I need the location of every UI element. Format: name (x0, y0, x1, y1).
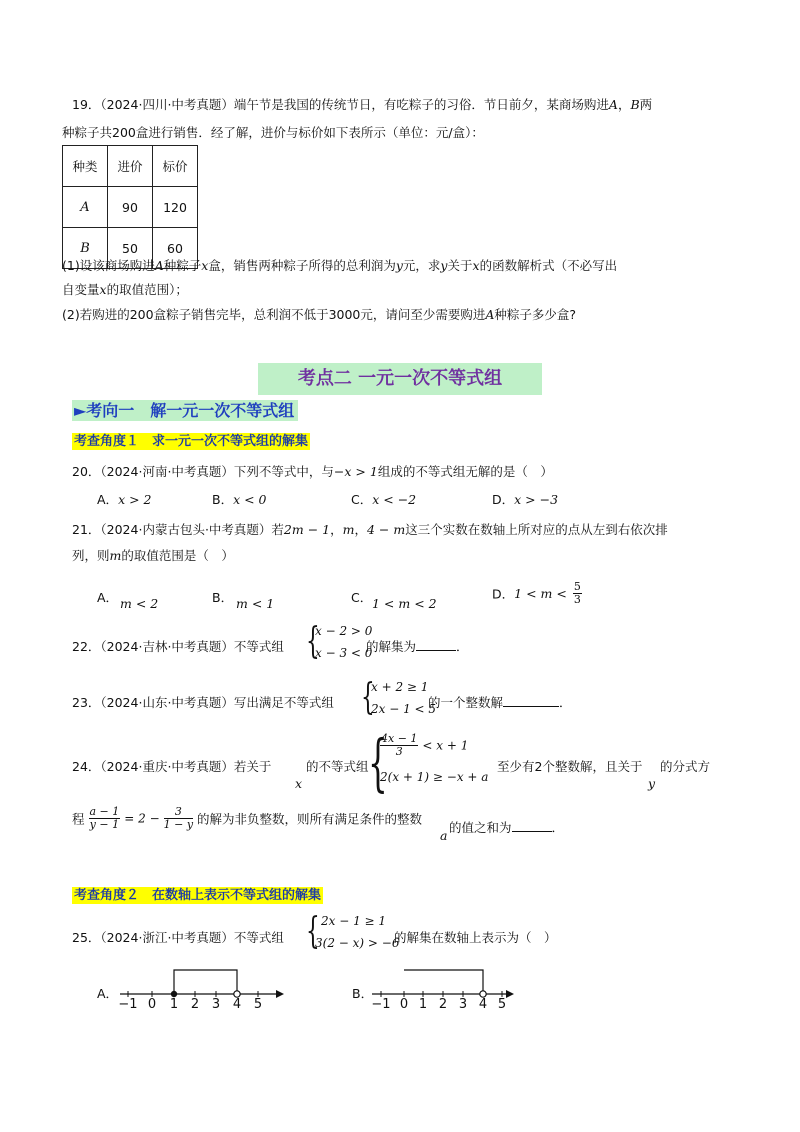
q22-stem-b: 的解集为 ． (366, 639, 469, 654)
q20-option-a[interactable]: A．x > 2 (97, 492, 152, 507)
q21-option-c[interactable]: C． (351, 590, 373, 605)
q21-option-a-expr: m < 2 (120, 596, 159, 611)
q23-brace: { (361, 677, 375, 718)
q25-option-a[interactable]: A． (97, 986, 119, 1001)
tick-label: 2 (190, 997, 200, 1008)
q24-stem-c: 至少有2个整数解，且关于 (497, 759, 643, 774)
number-line-b (368, 960, 518, 1008)
q22-answer-blank[interactable] (416, 638, 456, 651)
q20-option-c[interactable]: C．x < −2 (351, 492, 417, 507)
q21-stem-line2: 列，则m的取值范围是（ ） (72, 548, 234, 563)
tick-label: 0 (147, 997, 157, 1008)
tick-label: 5 (497, 997, 507, 1008)
q20-option-b[interactable]: B．x < 0 (212, 492, 267, 507)
q24-sys-1: $\frac{4x - 1}{3}$ < x + 1 (381, 732, 469, 758)
tick-label: 3 (211, 997, 221, 1008)
q25-option-b[interactable]: B． (352, 986, 374, 1001)
tick-label: 1 (169, 997, 179, 1008)
q25-brace: { (306, 911, 320, 952)
table-cell: 50 (108, 228, 153, 269)
q21-stem-line1: 21．（2024·内蒙古包头·中考真题）若2m − 1，m，4 − m这三个实数在数轴上所对应的点从左到右依次排 (72, 522, 668, 537)
tick-label: 3 (458, 997, 468, 1008)
q24-line2: 程 $\frac{a - 1}{y - 1}$ = 2 − $\frac{3}{1 - y}$ 的解为非负整数，则所有满足条件的整数 (72, 805, 423, 831)
solution-bracket (404, 970, 483, 994)
q24-answer-blank[interactable] (512, 819, 552, 832)
q23-sys-2: 2x − 1 < 5 (371, 702, 437, 716)
q23-stem-a: 23．（2024·山东·中考真题）写出满足不等式组 (72, 695, 334, 710)
table-cell: B (63, 228, 108, 269)
q20-stem: 20．（2024·河南·中考真题）下列不等式中，与−x > 1组成的不等式组无解的是（ ） (72, 464, 553, 479)
tick-label: 4 (478, 997, 488, 1008)
q19-line1: 19．（2024·四川·中考真题）端午节是我国的传统节日，有吃粽子的习俗．节日前夕，某商场购进A，B两 (72, 97, 653, 112)
q24-line2-end: 的值之和为 ． (449, 820, 565, 835)
q25-sys-2: 3(2 − x) > −6 (315, 936, 400, 950)
tick-label: −1 (371, 997, 391, 1008)
price-table (62, 145, 198, 269)
table-header: 种类 (63, 146, 108, 187)
q21-option-c-expr: 1 < m < 2 (372, 596, 437, 611)
q24-stem-d: 的分式方 (660, 759, 711, 774)
section-heading: ►考向一 解一元一次不等式组 (72, 400, 298, 421)
q24-var-x: x (295, 776, 303, 791)
q24-stem-a: 24．（2024·重庆·中考真题）若关于 (72, 759, 272, 774)
q21-option-d[interactable]: D．1 < m < $\frac{5}{3}$ (492, 580, 581, 606)
q19-part2: (2)若购进的200盒粽子销售完毕，总利润不低于3000元，请问至少需要购进A种粽子多少盒? (62, 307, 577, 322)
table-row (63, 187, 198, 228)
q24-stem-b: 的不等式组 (306, 759, 369, 774)
q22-stem-a: 22．（2024·吉林·中考真题）不等式组 (72, 639, 284, 654)
q22-sys-1: x − 2 > 0 (315, 624, 373, 638)
q25-sys-1: 2x − 1 ≥ 1 (321, 914, 387, 928)
q21-option-b[interactable]: B． (212, 590, 234, 605)
q23-sys-1: x + 2 ≥ 1 (371, 680, 429, 694)
tick-label: 5 (253, 997, 263, 1008)
q23-answer-blank[interactable] (503, 694, 559, 707)
table-cell: A (63, 187, 108, 228)
q24-brace: { (368, 726, 388, 799)
q25-stem-a: 25．（2024·浙江·中考真题）不等式组 (72, 930, 284, 945)
q22-brace: { (306, 621, 320, 662)
table-cell: 60 (153, 228, 198, 269)
q24-sys-2: 2(x + 1) ≥ −x + a (380, 770, 489, 784)
q19-part1-line2: 自变量x的取值范围）； (62, 282, 188, 297)
table-header: 标价 (153, 146, 198, 187)
tick-label: −1 (118, 997, 138, 1008)
tick-label: 0 (399, 997, 409, 1008)
axis-arrow (276, 990, 284, 998)
table-cell: 90 (108, 187, 153, 228)
q21-option-a[interactable]: A． (97, 590, 119, 605)
tick-label: 1 (418, 997, 428, 1008)
q19-part1-line1: (1)设该商场购进A种粽子x盒，销售两种粽子所得的总利润为y元，求y关于x的函数解析式（不必写出 (62, 258, 618, 273)
q24-var-a: a (440, 828, 448, 843)
tick-label: 4 (232, 997, 242, 1008)
table-header-row (63, 146, 198, 187)
angle2-heading: 考查角度２ 在数轴上表示不等式组的解集 (74, 888, 322, 903)
tick-label: 2 (438, 997, 448, 1008)
number-line-a (116, 960, 286, 1008)
table-cell: 120 (153, 187, 198, 228)
table-header: 进价 (108, 146, 153, 187)
q24-var-y: y (648, 776, 656, 791)
solution-bracket (174, 970, 237, 994)
q22-sys-2: x − 3 < 0 (315, 646, 373, 660)
q25-stem-b: 的解集在数轴上表示为（ ） (394, 930, 557, 945)
q20-option-d[interactable]: D．x > −3 (492, 492, 559, 507)
axis-arrow (506, 990, 514, 998)
angle1-heading: 考查角度１ 求一元一次不等式组的解集 (74, 434, 309, 449)
q23-stem-b: 的一个整数解 ． (428, 695, 572, 710)
topic-banner: 考点二 一元一次不等式组 (258, 363, 542, 395)
q21-option-b-expr: m < 1 (236, 596, 275, 611)
q19-line2: 种粽子共200盒进行销售．经了解，进价与标价如下表所示（单位：元/盒）： (62, 125, 484, 140)
